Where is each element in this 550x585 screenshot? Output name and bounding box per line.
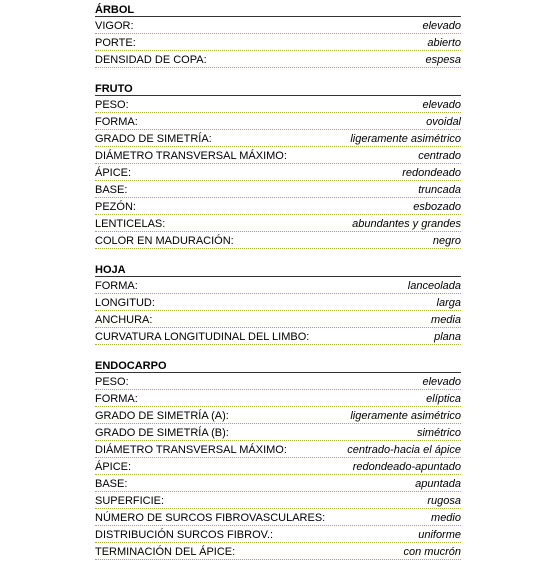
row-label: FORMA: <box>95 393 138 405</box>
row-label: GRADO DE SIMETRÍA: <box>95 133 212 145</box>
table-row <box>95 328 461 345</box>
row-label: GRADO DE SIMETRÍA (B): <box>95 427 229 439</box>
row-label: NÚMERO DE SURCOS FIBROVASCULARES: <box>95 512 326 524</box>
row-value: plana <box>434 331 461 343</box>
table-row <box>95 34 461 51</box>
section-endocarpo <box>95 360 461 560</box>
row-value: lanceolada <box>407 280 461 292</box>
row-value: elevado <box>422 99 461 111</box>
row-value: redondeado <box>402 167 461 179</box>
table-row <box>95 294 461 311</box>
row-label: PEZÓN: <box>95 201 136 213</box>
row-value: uniforme <box>418 529 461 541</box>
row-value: elíptica <box>426 393 461 405</box>
row-value: espesa <box>425 54 461 66</box>
row-value: ligeramente asimétrico <box>350 410 461 422</box>
row-value: simétrico <box>416 427 461 439</box>
row-value: medio <box>431 512 461 524</box>
row-label: PESO: <box>95 376 129 388</box>
row-label: BASE: <box>95 478 128 490</box>
row-label: ANCHURA: <box>95 314 153 326</box>
row-label: DIÁMETRO TRANSVERSAL MÁXIMO: <box>95 444 287 456</box>
table-row <box>95 51 461 68</box>
table-row <box>95 147 461 164</box>
row-label: FORMA: <box>95 280 138 292</box>
table-row <box>95 232 461 249</box>
row-label: ÁPICE: <box>95 167 132 179</box>
row-label: VIGOR: <box>95 20 134 32</box>
table-row <box>95 181 461 198</box>
row-value: redondeado-apuntado <box>352 461 461 473</box>
row-value: apuntada <box>415 478 461 490</box>
row-value: elevado <box>422 20 461 32</box>
table-row <box>95 390 461 407</box>
table-row <box>95 198 461 215</box>
table-row <box>95 215 461 232</box>
row-label: PORTE: <box>95 37 136 49</box>
table-row <box>95 509 461 526</box>
table-row <box>95 407 461 424</box>
row-label: CURVATURA LONGITUDINAL DEL LIMBO: <box>95 331 310 343</box>
row-value: esbozado <box>413 201 461 213</box>
characteristics-sheet <box>95 4 461 560</box>
row-value: truncada <box>418 184 461 196</box>
row-label: BASE: <box>95 184 128 196</box>
row-label: TERMINACIÓN DEL ÁPICE: <box>95 546 236 558</box>
row-value: elevado <box>422 376 461 388</box>
row-value: centrado-hacia el ápice <box>347 444 461 456</box>
row-value: ovoidal <box>426 116 461 128</box>
row-label: GRADO DE SIMETRÍA (A): <box>95 410 229 422</box>
row-label: DENSIDAD DE COPA: <box>95 54 207 66</box>
row-label: DIÁMETRO TRANSVERSAL MÁXIMO: <box>95 150 287 162</box>
table-row <box>95 475 461 492</box>
section-fruto <box>95 83 461 249</box>
section-title: FRUTO <box>95 83 461 96</box>
table-row <box>95 526 461 543</box>
row-value: larga <box>436 297 461 309</box>
row-label: DISTRIBUCIÓN SURCOS FIBROV.: <box>95 529 274 541</box>
table-row <box>95 311 461 328</box>
table-row <box>95 543 461 560</box>
table-row <box>95 277 461 294</box>
table-row <box>95 130 461 147</box>
section-title: ÁRBOL <box>95 4 461 17</box>
row-value: centrado <box>418 150 461 162</box>
table-row <box>95 492 461 509</box>
table-row <box>95 424 461 441</box>
row-value: con mucrón <box>403 546 461 558</box>
row-label: LONGITUD: <box>95 297 155 309</box>
row-value: ligeramente asimétrico <box>350 133 461 145</box>
row-label: COLOR EN MADURACIÓN: <box>95 235 234 247</box>
row-value: media <box>431 314 461 326</box>
table-row <box>95 164 461 181</box>
table-row <box>95 458 461 475</box>
section-hoja <box>95 264 461 345</box>
row-label: LENTICELAS: <box>95 218 166 230</box>
row-value: negro <box>432 235 461 247</box>
row-label: ÁPICE: <box>95 461 132 473</box>
table-row <box>95 441 461 458</box>
row-value: rugosa <box>427 495 461 507</box>
row-label: SUPERFICIE: <box>95 495 165 507</box>
row-value: abundantes y grandes <box>352 218 461 230</box>
row-label: FORMA: <box>95 116 138 128</box>
section-title: ENDOCARPO <box>95 360 461 373</box>
section-arbol <box>95 4 461 68</box>
section-title: HOJA <box>95 264 461 277</box>
table-row <box>95 373 461 390</box>
table-row <box>95 17 461 34</box>
row-value: abierto <box>427 37 461 49</box>
row-label: PESO: <box>95 99 129 111</box>
table-row <box>95 96 461 113</box>
table-row <box>95 113 461 130</box>
